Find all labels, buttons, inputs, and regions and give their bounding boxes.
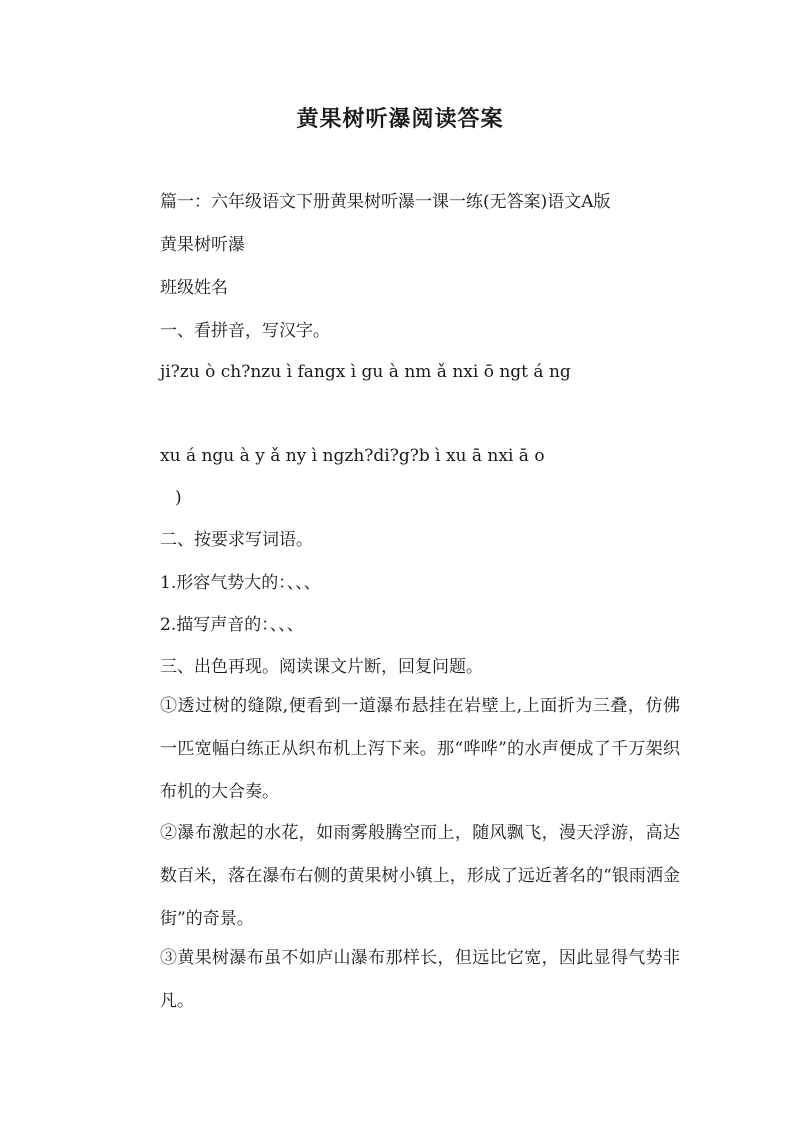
paragraph-2: ②瀑布激起的水花，如雨雾般腾空而上，随风飘飞，漫天浮游，高达数百米，落在瀑布右侧的黄果树小镇上，形成了远近著名的“银雨洒金街”的奇景。 <box>160 823 680 929</box>
subtitle: 黄果树听瀑 <box>160 235 245 255</box>
paragraph-1: ①透过树的缝隙,便看到一道瀑布悬挂在岩壁上,上面折为三叠，仿佛一匹宽幅白练正从织布机上泻下来。那“哗哗”的水声便成了千万架织布机的大合奏。 <box>160 696 680 802</box>
pinyin-line-2: xu á ngu à y ǎ ny ì ngzh?di?g?b ì xu ā nxi ā o <box>160 446 545 466</box>
item-two: 2.描写声音的：、、、 <box>160 615 304 635</box>
class-name-line: 班级姓名 <box>160 278 228 298</box>
section-two-heading: 二、按要求写词语。 <box>160 530 313 550</box>
heading-article-one: 篇一：六年级语文下册黄果树听瀑一课一练(无答案)语文A版 <box>160 192 611 212</box>
section-three-heading: 三、出色再现。阅读课文片断，回复问题。 <box>160 657 483 677</box>
pinyin-line-1: ji?zu ò ch?nzu ì fangx ì gu à nm ǎ nxi ō ngt á ng <box>160 362 571 382</box>
section-one-heading: 一、看拼音，写汉字。 <box>160 321 330 341</box>
document-title: 黄果树听瀑阅读答案 <box>296 106 504 132</box>
paragraph-3: ③黄果树瀑布虽不如庐山瀑布那样长，但远比它宽，因此显得气势非凡。 <box>160 948 680 1011</box>
item-one: 1.形容气势大的：、、、 <box>160 573 321 593</box>
closing-paren: ) <box>175 488 182 508</box>
